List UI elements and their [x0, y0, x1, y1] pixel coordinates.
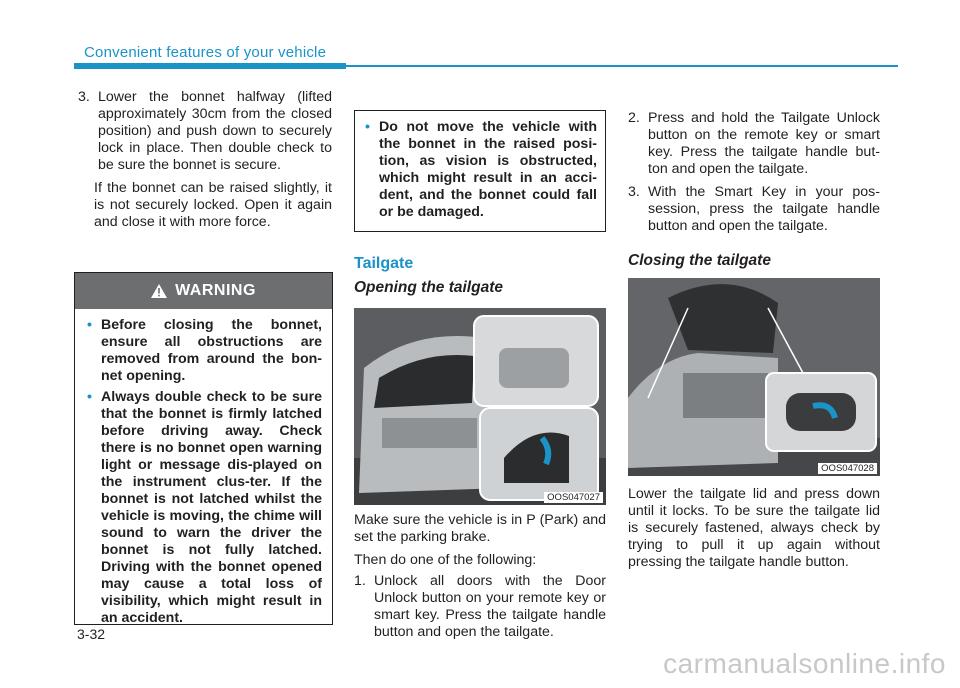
- step-number: 2.: [628, 110, 640, 126]
- warning-box: [74, 272, 333, 625]
- car-rear-illustration: [354, 308, 606, 505]
- warning-item: • Always double check to be sure that the bonnet is firmly latched before driving away. Check there is no bonnet open warning light or message dis-played on the instrument clus-ter. If the bonnet is not latched whilst the vehicle is moving, the chime will sound to warn the driver the bonnet is not fully latched. Driving with the bonnet opened may cause a total loss of visibility, which might result in an accident.: [87, 389, 322, 626]
- step-text: Press and hold the Tailgate Unlock button on the remote key or smart key. Press the tailgate handle but-ton and open the tailgate.: [648, 110, 880, 177]
- caution-box: [354, 110, 606, 232]
- step-3: [78, 89, 332, 174]
- intro-text: Make sure the vehicle is in P (Park) and set the parking brake.: [354, 512, 606, 545]
- subsection-title-opening: Opening the tailgate: [354, 279, 503, 296]
- warning-list: [75, 309, 332, 627]
- caution-item: • Do not move the vehicle with the bonnet in the raised posi-tion, as vision is obstructed, which might result in an acci-dent, and the bonnet could fall or be damaged.: [365, 119, 597, 220]
- column-2-text: [354, 512, 606, 645]
- bullet-dot: •: [87, 317, 92, 333]
- column-3-text: [628, 110, 880, 239]
- bullet-dot: •: [87, 389, 92, 405]
- caution-list: [355, 111, 605, 221]
- watermark: carmanualsonline.info: [663, 648, 946, 679]
- image-caption: OOS047027: [544, 492, 603, 503]
- bonnet-note: If the bonnet can be raised slightly, it is not securely locked. Open it again and close it with more force.: [94, 180, 332, 230]
- header-bar: [74, 63, 346, 69]
- tailgate-closing-photo: [628, 278, 880, 476]
- step-number: 1.: [354, 573, 366, 589]
- header-rule: [346, 65, 898, 67]
- warning-triangle-icon: [151, 284, 167, 298]
- header-title: Convenient features of your vehicle: [84, 44, 327, 61]
- image-caption: OOS047028: [818, 463, 877, 474]
- tailgate-opening-photo: [354, 308, 606, 505]
- page-number: 3-32: [77, 626, 106, 642]
- subsection-title-closing: Closing the tailgate: [628, 252, 771, 269]
- step-text: Lower the bonnet halfway (lifted approximately 30cm from the closed position) and push down to securely lock in place. Then double check to be sure the bonnet is secure.: [98, 89, 332, 173]
- step-text: Unlock all doors with the Door Unlock button on your remote key or smart key. Press the tailgate handle button and open the tailgate.: [374, 573, 606, 640]
- car-rear-open-illustration: [628, 278, 880, 476]
- step-number: 3.: [628, 184, 640, 200]
- column-1: [78, 89, 332, 231]
- step-number: 3.: [78, 89, 90, 105]
- warning-item: • Before closing the bonnet, ensure all obstructions are removed from around the bon-net opening.: [87, 317, 322, 384]
- step-text: With the Smart Key in your pos-session, press the tailgate handle button and open the tailgate.: [648, 184, 880, 234]
- warning-header: [75, 273, 332, 309]
- warning-title: WARNING: [175, 282, 256, 299]
- step-2: [628, 110, 880, 178]
- step-1: [354, 573, 606, 641]
- then-text: Then do one of the following:: [354, 552, 537, 568]
- section-title-tailgate: Tailgate: [354, 255, 414, 272]
- closing-paragraph: Lower the tailgate lid and press down until it locks. To be sure the tailgate lid is securely fastened, always check by trying to pull it up again without pressing the tailgate handle button.: [628, 486, 880, 570]
- step-3: [628, 184, 880, 235]
- bullet-dot: •: [365, 119, 370, 135]
